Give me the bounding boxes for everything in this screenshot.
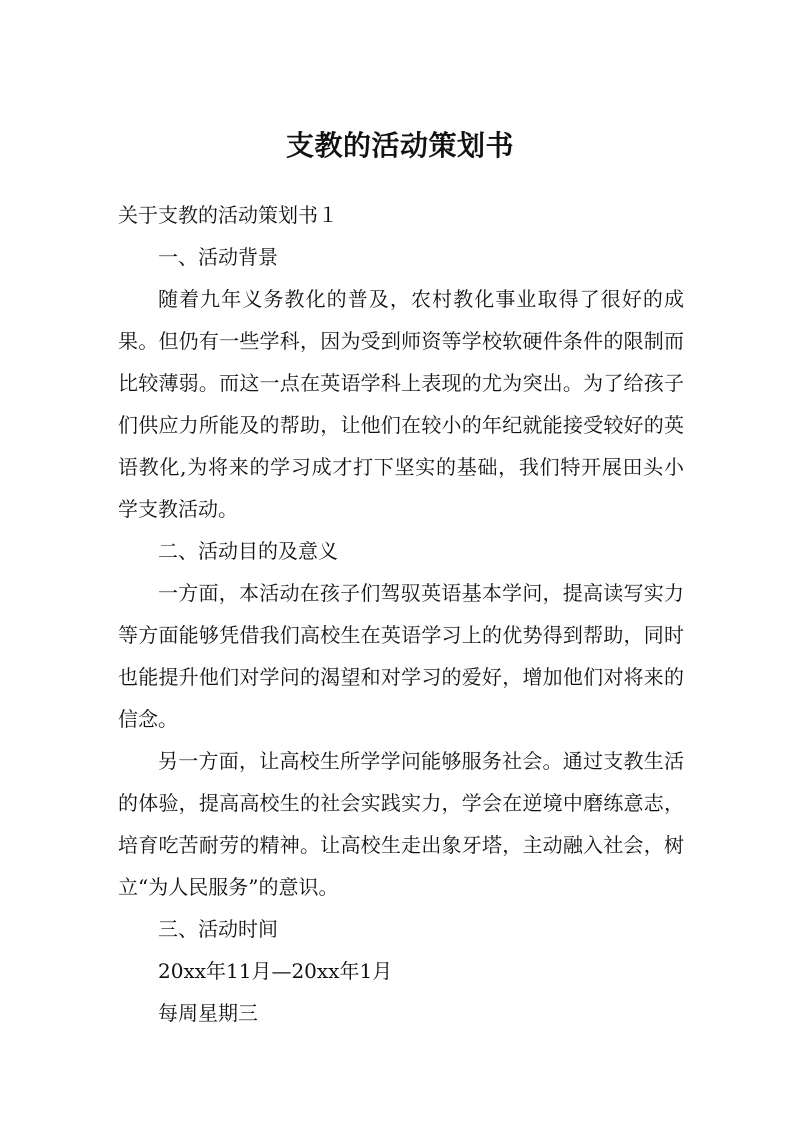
paragraph-background: 随着九年义务教化的普及，农村教化事业取得了很好的成果。但仍有一些学科，因为受到师资等学校软硬件条件的限制而比较薄弱。而这一点在英语学科上表现的尤为突出。为了给孩子们供应力所能及的帮助，让他们在较小的年纪就能接受较好的英语教化,为将来的学习成才打下坚实的基础，我们特开展田头小学支教活动。 bbox=[118, 287, 684, 521]
section-heading-time: 三、活动时间 bbox=[158, 917, 278, 941]
document-subtitle: 关于支教的活动策划书１ bbox=[118, 203, 338, 227]
time-range: 20xx年11月—20xx年1月 bbox=[158, 959, 393, 983]
document-body bbox=[118, 236, 684, 1034]
paragraph-purpose-2: 另一方面，让高校生所学学问能够服务社会。通过支教生活的体验，提高高校生的社会实践实力，学会在逆境中磨练意志，培育吃苦耐劳的精神。让高校生走出象牙塔，主动融入社会，树立“为人民服务”的意识。 bbox=[118, 749, 684, 899]
paragraph-purpose-1: 一方面，本活动在孩子们驾驭英语基本学问，提高读写实力等方面能够凭借我们高校生在英语学习上的优势得到帮助，同时也能提升他们对学问的渴望和对学习的爱好，增加他们对将来的信念。 bbox=[118, 581, 684, 731]
time-weekly: 每周星期三 bbox=[158, 1001, 258, 1025]
document-title: 支教的活动策划书 bbox=[285, 129, 514, 162]
section-heading-background: 一、活动背景 bbox=[158, 245, 278, 269]
section-heading-purpose: 二、活动目的及意义 bbox=[158, 539, 338, 563]
